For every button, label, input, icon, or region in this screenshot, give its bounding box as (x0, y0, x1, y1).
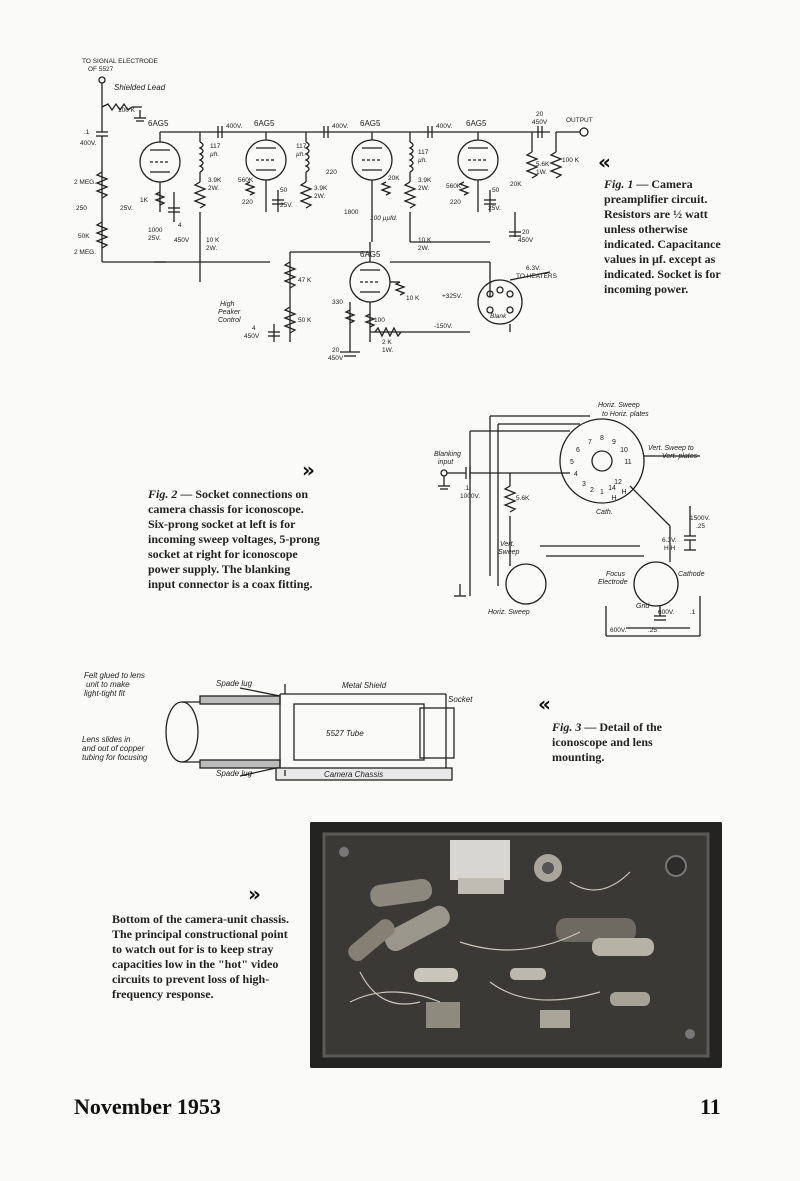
fig1-shielded-lead-label: Shielded Lead (114, 83, 166, 92)
fig2-r56k-label: 5.6K (516, 495, 530, 502)
fig1-r2k-label: 2 K (382, 339, 392, 346)
fig1-w2-1-label: 2W. (208, 185, 220, 192)
footer-date: November 1953 (74, 1094, 221, 1119)
fig2-v600-label: 600V. (658, 609, 675, 616)
fig1-r56k-label: 5.6K (536, 161, 550, 168)
fig1-uh-3-label: µh. (418, 157, 428, 164)
fig1-c20-2-label: 20 (522, 229, 530, 236)
fig3-lens-label-3: tubing for focusing (82, 753, 148, 762)
fig2-pin-10: 10 (620, 447, 628, 454)
fig1-r220-3-label: 220 (450, 199, 461, 206)
fig1-r20k-2-label: 20K (510, 181, 522, 188)
fig2-pin-3: 3 (582, 481, 586, 488)
fig1-caption (604, 177, 730, 297)
fig1-c50-2-label: 50 (492, 187, 500, 194)
fig1-c4b-label: 4 (252, 325, 256, 332)
fig2-pin-8: 8 (600, 435, 604, 442)
fig1-v25b-label: 25V. (148, 235, 161, 242)
fig1-c4-label: 4 (178, 222, 182, 229)
fig2-pin-4: 4 (574, 471, 578, 478)
fig2-blanking-label: Blanking (434, 451, 461, 458)
fig1-r560k-2-label: 560K (446, 183, 462, 190)
fig1-r10k-1-label: 10 K (206, 237, 220, 244)
fig2-cathode-label: Cathode (678, 571, 705, 578)
fig1-output-label: OUTPUT (566, 117, 593, 124)
fig1-r100-label: 100 (374, 317, 385, 324)
fig1-v450-c-label: 450V (518, 237, 534, 244)
fig1-w2-2-label: 2W. (314, 193, 326, 200)
fig1-of-5527-label: OF 5527 (88, 66, 114, 73)
fig3-chassis-label: Camera Chassis (324, 770, 384, 779)
fig2-vert-plates-label: Vert. plates (662, 453, 698, 460)
fig1-tube-2-label: 6AG5 (254, 119, 275, 128)
fig1-uh-1-label: µh. (210, 151, 220, 158)
fig1-r50k-label: 50K (78, 233, 90, 240)
fig3-caption-text: — Detail of the iconoscope and lens mounting. (552, 720, 662, 764)
fig2-horiz-sweep-top-label: Horiz. Sweep (598, 402, 640, 409)
page-number: 11 (700, 1094, 721, 1119)
fig1-plus325-label: +325V. (442, 293, 463, 300)
fig1-minus150-label: -150V. (434, 323, 453, 330)
fig2-caption-text: — Socket connections on camera chassis for iconoscope. Six-prong socket at left is for incoming sweep voltages, 5-prong socket at right for iconoscope power supply. The blanking input connector is a coax fitting. (148, 487, 320, 591)
fig3-tube-label: 5527 Tube (326, 729, 364, 738)
fig1-chevron: « (598, 150, 611, 174)
fig1-v25-d-label: 25V. (488, 205, 501, 212)
fig1-w1b-label: 1W. (382, 347, 394, 354)
fig3-felt-label-1: Felt glued to lens (84, 671, 145, 680)
fig1-uh-2-label: µh. (296, 151, 306, 158)
fig1-c50-1-label: 50 (280, 187, 288, 194)
fig2-hh-label: H H (664, 545, 676, 552)
fig1-r330-label: 330 (332, 299, 343, 306)
fig2-grid-label: Grid (636, 603, 650, 610)
fig2-v600b-label: 600V. (610, 627, 627, 634)
fig1-r100uuf-label: 100 µµfd. (370, 215, 398, 222)
fig1-v400-c3-label: 400V. (332, 123, 349, 130)
fig1-v400-label: 400V. (80, 140, 97, 147)
photo-chevron: » (248, 882, 261, 906)
fig3-caption-title: Fig. 3 (552, 720, 582, 734)
fig1-v63-label: 6.3V. (526, 265, 541, 272)
fig2-pin-12: 12 (614, 479, 622, 486)
fig2-c1b-label: .1 (690, 609, 696, 616)
fig1-c1000-label: 1000 (148, 227, 163, 234)
fig1-tube-3-label: 6AG5 (360, 119, 381, 128)
fig1-r39k-2-label: 3.9K (314, 185, 328, 192)
fig1-peaker-label: Peaker (218, 309, 241, 316)
fig1-r39k-1-label: 3.9K (208, 177, 222, 184)
fig1-v450-d-label: 450V (328, 355, 344, 362)
fig1-tube-4-label: 6AG5 (466, 119, 487, 128)
fig3-lens-label-1: Lens slides in (82, 735, 131, 744)
fig1-r2meg-2-label: 2 MEG. (74, 249, 97, 256)
fig1-c20-label: 20 (536, 111, 544, 118)
fig1-v400-c4-label: 400V. (436, 123, 453, 130)
chassis-photo (310, 822, 722, 1068)
fig1-c1-label: .1 (84, 129, 90, 136)
fig2-c1-label: .1 (464, 485, 470, 492)
fig1-v400-c2-label: 400V. (226, 123, 243, 130)
fig1-r1k-label: 1K (140, 197, 148, 204)
fig2-pin-6: 6 (576, 447, 580, 454)
fig3-felt-label-2: unit to make (86, 680, 130, 689)
fig1-r560k-1-label: 560K (238, 177, 254, 184)
fig2-horiz-sweep-label: Horiz. Sweep (488, 609, 530, 616)
fig1-w2-5-label: 2W. (418, 245, 430, 252)
fig3-caption (552, 720, 694, 765)
fig3-spade-lug-top-label: Spade lug (216, 679, 253, 688)
fig1-v25-label: 25V. (120, 205, 133, 212)
fig2-pin-7: 7 (588, 439, 592, 446)
fig2-pin-2: 2 (590, 487, 594, 494)
fig3-chevron: « (538, 692, 551, 716)
fig1-blank-label: Blank (490, 313, 507, 320)
fig2-chevron: » (302, 458, 315, 482)
fig3-lens-label-2: and out of copper (82, 744, 145, 753)
fig1-schematic (70, 52, 600, 372)
fig3-metal-shield-label: Metal Shield (342, 681, 387, 690)
fig2-pin-11: 11 (624, 459, 632, 466)
fig3-felt-label-3: light-tight fit (84, 689, 125, 698)
fig1-w2-4-label: 2W. (206, 245, 218, 252)
fig2-pin-h1: H (611, 495, 617, 502)
fig1-v450b-label: 450V (174, 237, 190, 244)
fig2-c25b-label: .25 (648, 627, 658, 634)
fig1-r20k-1-label: 20K (388, 175, 400, 182)
fig1-r117-2-label: 117 (296, 143, 307, 150)
fig2-c25-label: .25 (696, 523, 706, 530)
fig1-r100k-b-label: 100 K (562, 157, 579, 164)
fig1-r47k-label: 47 K (298, 277, 312, 284)
fig2-vert-sweep-to-label: Vert. Sweep to (648, 445, 694, 452)
fig1-c20-3-label: 20 (332, 347, 340, 354)
photo-caption: Bottom of the camera-unit chassis. The principal constructional point to watch out for is to keep stray capacities low in the "hot" video circuits to prevent loss of high-frequency response. (112, 912, 289, 1001)
fig3-diagram (80, 668, 480, 792)
fig1-r10k-3-label: 10 K (406, 295, 420, 302)
fig1-r117-1-label: 117 (210, 143, 221, 150)
fig2-pin-14: 14 (608, 485, 616, 492)
fig2-v1500-label: 1500V. (690, 515, 711, 522)
fig3-socket-label: Socket (448, 695, 473, 704)
fig1-r1800-label: 1800 (344, 209, 359, 216)
fig1-control-label: Control (218, 317, 241, 324)
fig2-vert-label: Vert. (500, 541, 515, 548)
fig1-tube-5-label: 6AG5 (360, 250, 381, 259)
fig2-to-horiz-plates-label: to Horiz. plates (602, 411, 649, 418)
fig1-r117-3-label: 117 (418, 149, 429, 156)
fig2-v63-label: 6.3V. (662, 537, 677, 544)
fig1-r10k-2-label: 10 K (418, 237, 432, 244)
fig1-caption-text: — Camera preamplifier circuit. Resistors are ½ watt unless otherwise indicated. Capacitance values in µf. except as indicated. Socket is for incoming power. (604, 177, 721, 296)
fig1-r220-2-label: 220 (326, 169, 337, 176)
fig1-signal-electrode-label: TO SIGNAL ELECTRODE (82, 58, 158, 65)
fig1-r50k-ctl-label: 50 K (298, 317, 312, 324)
fig1-high-label: High (220, 301, 235, 308)
fig1-r100k-label: 100 K (118, 107, 135, 114)
fig2-pin-9: 9 (612, 439, 616, 446)
fig1-caption-title: Fig. 1 (604, 177, 634, 191)
fig2-caption-title: Fig. 2 (148, 487, 178, 501)
fig1-r2meg-1-label: 2 MEG. (74, 179, 97, 186)
fig2-pin-5: 5 (570, 459, 574, 466)
fig2-sweep-label: Sweep (498, 549, 520, 556)
fig1-to-heaters-label: TO HEATERS (516, 273, 557, 280)
fig2-pin-h2: H (621, 489, 627, 496)
fig1-v25-c-label: 25V. (280, 202, 293, 209)
fig1-w2-3-label: 2W. (418, 185, 430, 192)
fig2-electrode-label: Electrode (598, 579, 628, 586)
fig2-schematic (430, 396, 720, 646)
fig2-focus-label: Focus (606, 571, 626, 578)
fig1-tube-1-label: 6AG5 (148, 119, 169, 128)
fig2-cath-label: Cath. (596, 509, 613, 516)
fig1-v450-label: 450V (532, 119, 548, 126)
fig2-v1000-label: 1000V. (460, 493, 481, 500)
fig1-r39k-3-label: 3.9K (418, 177, 432, 184)
fig1-v450-e-label: 450V (244, 333, 260, 340)
fig2-input-label: input (438, 459, 454, 466)
fig2-caption (148, 487, 320, 592)
fig1-w1-label: 1W. (536, 169, 548, 176)
fig2-pin-1: 1 (600, 489, 604, 496)
fig1-r220-1-label: 220 (242, 199, 253, 206)
fig3-spade-lug-bottom-label: Spade lug (216, 769, 253, 778)
fig1-r250-label: 250 (76, 205, 87, 212)
